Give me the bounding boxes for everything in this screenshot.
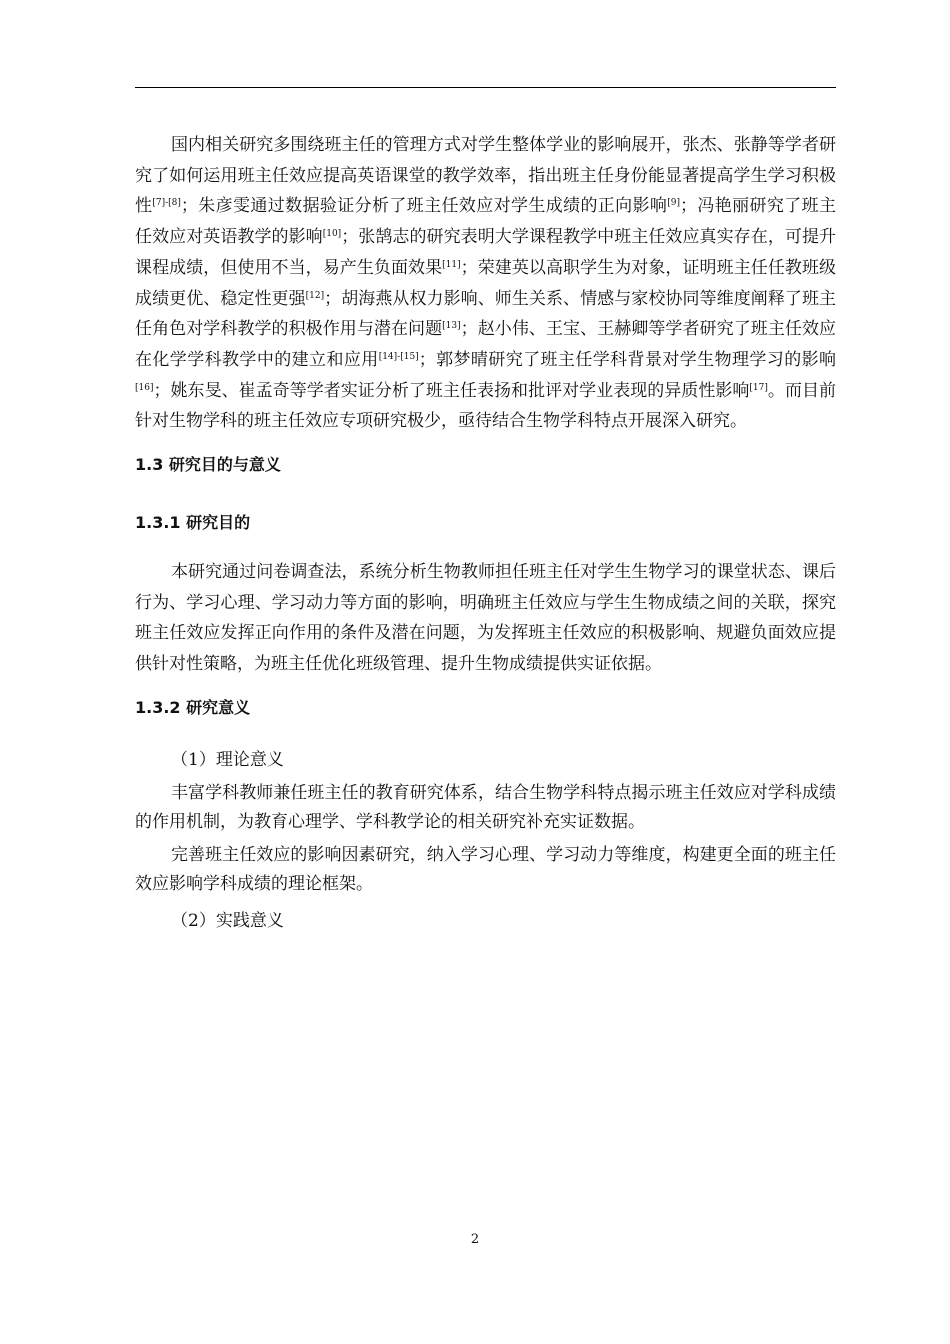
- citation: [12]: [305, 290, 325, 301]
- citation: [11]: [442, 259, 461, 270]
- practice-significance-heading: （2）实践意义: [171, 910, 284, 931]
- section-heading-1-3: 1.3 研究目的与意义: [135, 455, 281, 475]
- theory-paragraph-1: 丰富学科教师兼任班主任的教育研究体系，结合生物学科特点揭示班主任效应对学科成绩的作用机制，为教育心理学、学科教学论的相关研究补充实证数据。: [135, 782, 836, 832]
- section-heading-1-3-1: 1.3.1 研究目的: [135, 513, 251, 533]
- page-body: [135, 130, 836, 940]
- text-run: ；赵小伟、王宝、王赫卿等学者研究了班主任效应在化学学科教学中的建立和应用: [135, 319, 837, 370]
- text-run: ；荣建英以高职学生为对象，证明班主任任教班级成绩更优、稳定性更强: [135, 257, 837, 309]
- citation: [10]: [322, 229, 342, 240]
- citation: [14]-[15]: [378, 351, 419, 362]
- text-run: ；冯艳丽研究了班主任效应对英语教学的影响: [135, 196, 837, 248]
- citation: [9]: [667, 198, 681, 209]
- text-run: ；胡海燕从权力影响、师生关系、情感与家校协同等维度阐释了班主任角色对学科教学的积极作用与潜在问题: [135, 288, 837, 340]
- theory-paragraph-2: 完善班主任效应的影响因素研究，纳入学习心理、学习动力等维度，构建更全面的班主任效应影响学科成绩的理论框架。: [135, 844, 836, 894]
- text-run: ；张鹄志的研究表明大学课程教学中班主任效应真实存在，可提升课程成绩，但使用不当，易产生负面效果: [135, 227, 837, 278]
- text-run: ；朱彦雯通过数据验证分析了班主任效应对学生成绩的正向影响: [180, 196, 668, 217]
- text-run: ；姚东旻、崔孟奇等学者实证分析了班主任表扬和批评对学业表现的异质性影响: [153, 380, 750, 401]
- citation: [13]: [442, 321, 461, 332]
- page-number: 2: [470, 1232, 480, 1247]
- text-run: ；郭梦晴研究了班主任学科背景对学生物理学习的影响: [418, 349, 837, 370]
- citation: [17]: [749, 382, 768, 393]
- theory-significance-heading: （1）理论意义: [171, 749, 284, 770]
- literature-review-paragraph: [135, 130, 836, 437]
- research-purpose-paragraph: 本研究通过问卷调查法，系统分析生物教师担任班主任对学生生物学习的课堂状态、课后行为、学习心理、学习动力等方面的影响，明确班主任效应与学生生物成绩之间的关联，探究班主任效应发挥正向作用的条件及潜在问题，为发挥班主任效应的积极影响、规避负面效应提供针对性策略，为班主任优化班级管理、提升生物成绩提供实证依据。: [135, 562, 836, 675]
- header-rule: [135, 87, 836, 88]
- text-run: 国内相关研究多围绕班主任的管理方式对学生整体学业的影响展开，张杰、张静等学者研究了如何运用班主任效应提高英语课堂的教学效率，指出班主任身份能显著提高学生学习积极性: [135, 135, 836, 217]
- citation: [7]-[8]: [152, 198, 181, 209]
- text-run: 。而目前针对生物学科的班主任效应专项研究极少，亟待结合生物学科特点开展深入研究。: [135, 380, 837, 432]
- section-heading-1-3-2: 1.3.2 研究意义: [135, 697, 251, 717]
- citation: [16]: [135, 382, 154, 393]
